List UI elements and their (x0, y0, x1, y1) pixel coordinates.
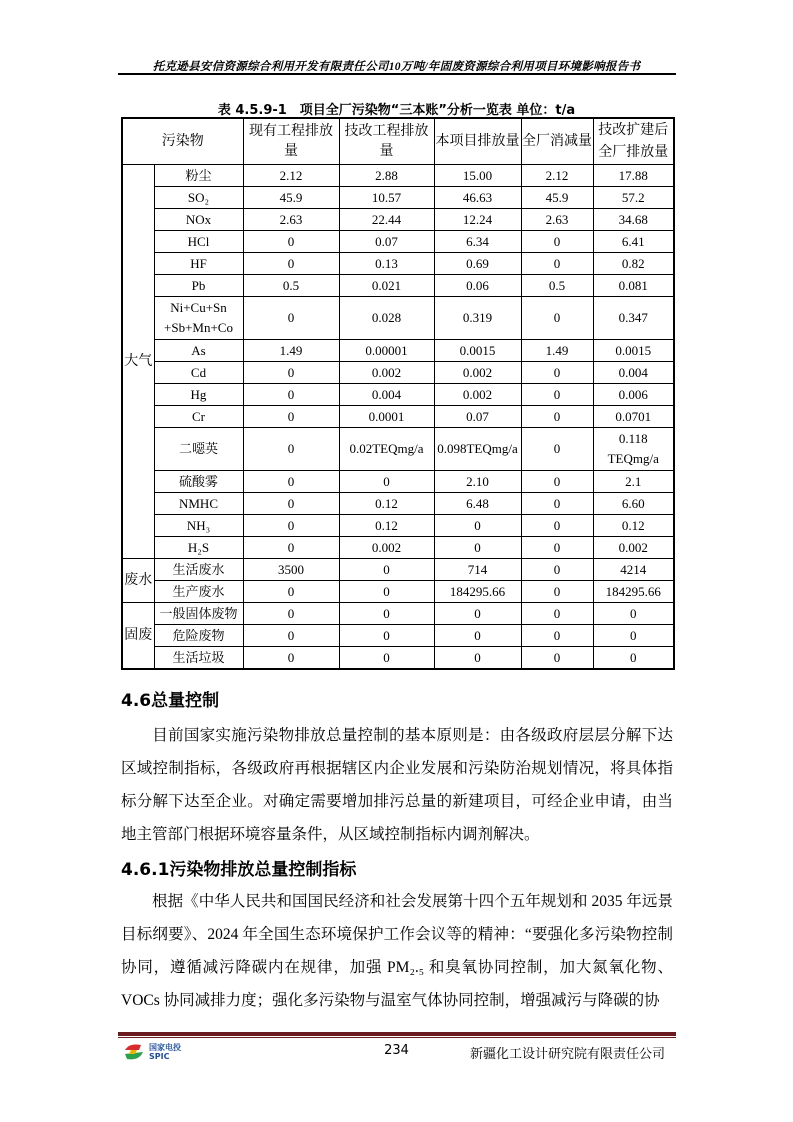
table-cell: 4214 (593, 559, 674, 581)
table-cell: 2.88 (339, 165, 434, 187)
pollutant-name: Hg (154, 384, 243, 406)
table-cell: 0.02TEQmg/a (339, 428, 434, 471)
table-cell: 46.63 (434, 187, 521, 209)
table-row (122, 581, 674, 603)
table-header-row (122, 118, 674, 165)
table-cell: 0 (339, 625, 434, 647)
table-cell: 0.0015 (593, 340, 674, 362)
table-cell: 0 (243, 647, 339, 670)
table-row (122, 537, 674, 559)
table-cell: 0.118 TEQmg/a (593, 428, 674, 471)
table-cell: 0 (521, 231, 593, 253)
table-cell: 0 (434, 603, 521, 625)
table-cell: 0 (593, 647, 674, 670)
table-cell: 0 (521, 581, 593, 603)
table-cell: 0 (521, 471, 593, 493)
table-cell: 0.12 (593, 515, 674, 537)
group-label: 固废 (122, 603, 154, 670)
pollutant-name: 生产废水 (154, 581, 243, 603)
table-row (122, 231, 674, 253)
table-cell: 0 (434, 515, 521, 537)
table-row (122, 515, 674, 537)
pollutant-name: NOx (154, 209, 243, 231)
table-cell: 10.57 (339, 187, 434, 209)
table-row (122, 275, 674, 297)
table-cell: 184295.66 (434, 581, 521, 603)
table-cell: 0 (593, 603, 674, 625)
table-row (122, 603, 674, 625)
table-cell: 2.12 (243, 165, 339, 187)
pollutant-name: NMHC (154, 493, 243, 515)
pollutant-name: 粉尘 (154, 165, 243, 187)
table-cell: 34.68 (593, 209, 674, 231)
table-row (122, 297, 674, 340)
table-cell: 0 (243, 537, 339, 559)
table-cell: 0.00001 (339, 340, 434, 362)
table-cell: 0.06 (434, 275, 521, 297)
table-cell: 0.006 (593, 384, 674, 406)
table-cell: 0.002 (434, 362, 521, 384)
table-cell: 2.63 (243, 209, 339, 231)
table-cell: 0 (243, 253, 339, 275)
table-cell: 15.00 (434, 165, 521, 187)
table-row (122, 187, 674, 209)
table-cell: 0 (339, 603, 434, 625)
table-cell: 0 (521, 537, 593, 559)
paragraph (121, 719, 673, 851)
table-cell: 2.10 (434, 471, 521, 493)
paragraph-text: 目前国家实施污染物排放总量控制的基本原则是：由各级政府层层分解下达区域控制指标，各级政府再根据辖区内企业发展和污染防治规划情况，将具体指标分解下达至企业。对确定需要增加排污总量的新建项目，可经企业申请，由当地主管部门根据环境容量条件，从区域控制指标内调剂解决。 (121, 727, 673, 843)
column-header: 技改工程排放量 (339, 118, 434, 165)
table-cell: 0 (521, 384, 593, 406)
table-cell: 0.028 (339, 297, 434, 340)
table-caption: 表 4.5.9-1 项目全厂污染物“三本账”分析一览表 单位：t/a (217, 103, 576, 118)
table-cell: 0.0015 (434, 340, 521, 362)
table-cell: 0.13 (339, 253, 434, 275)
table-cell: 6.41 (593, 231, 674, 253)
table-cell: 6.48 (434, 493, 521, 515)
pollutant-name: 生活垃圾 (154, 647, 243, 670)
table-cell: 714 (434, 559, 521, 581)
pollutant-name: NH₃ (154, 515, 243, 537)
table-cell: 0 (339, 559, 434, 581)
table-cell: 0 (243, 603, 339, 625)
table-cell: 0.82 (593, 253, 674, 275)
table-cell: 0 (521, 406, 593, 428)
footer-company: 新疆化工设计研究院有限责任公司 (469, 1046, 665, 1061)
pollutant-name: 生活废水 (154, 559, 243, 581)
table-cell: 0.004 (339, 384, 434, 406)
section-heading: 4.6总量控制 (121, 691, 220, 711)
table-cell: 0 (243, 493, 339, 515)
table-cell: 45.9 (521, 187, 593, 209)
table-cell: 0 (521, 428, 593, 471)
table-cell: 1.49 (243, 340, 339, 362)
pollutant-name: Pb (154, 275, 243, 297)
pollutant-name: As (154, 340, 243, 362)
table-cell: 12.24 (434, 209, 521, 231)
table-cell: 0.002 (593, 537, 674, 559)
table-row (122, 493, 674, 515)
table-cell: 0.12 (339, 515, 434, 537)
pollutant-name: 二噁英 (154, 428, 243, 471)
group-label: 废水 (122, 559, 154, 603)
table-cell: 0 (243, 384, 339, 406)
table-cell: 0 (434, 537, 521, 559)
table-cell: 45.9 (243, 187, 339, 209)
table-cell: 0 (243, 231, 339, 253)
column-header: 本项目排放量 (434, 118, 521, 165)
table-cell: 0 (434, 647, 521, 670)
paragraph (121, 885, 673, 1017)
table-cell: 57.2 (593, 187, 674, 209)
table-cell: 0 (243, 625, 339, 647)
table-cell: 0 (339, 471, 434, 493)
group-label: 大气 (122, 165, 154, 559)
pollutant-name: 一般固体废物 (154, 603, 243, 625)
pollutant-name: Cr (154, 406, 243, 428)
table-cell: 0 (521, 603, 593, 625)
table-row (122, 625, 674, 647)
table-cell: 0.07 (339, 231, 434, 253)
pollutant-name: HF (154, 253, 243, 275)
footer-rule (118, 1032, 676, 1036)
running-header: 托克逊县安信资源综合利用开发有限责任公司10万吨/年固废资源综合利用项目环境影响报告书 (152, 61, 641, 73)
logo-text-cn: 国家电投 (149, 1043, 181, 1052)
table-cell: 0 (521, 647, 593, 670)
subsection-heading: 4.6.1污染物排放总量控制指标 (121, 860, 357, 880)
paragraph-text: 根据《中华人民共和国国民经济和社会发展第十四个五年规划和 2035 年远景目标纲要》、2024 年全国生态环境保护工作会议等的精神：“要强化多污染物控制协同，遵循减污降碳内在规律，加强 PM₂.₅ 和臭氧协同控制，加大氮氧化物、VOCs 协同减排力度；强化多污染物与温室气体协同控制，增强减污与降碳的协 (121, 893, 673, 1009)
table-cell: 0 (593, 625, 674, 647)
pollutant-name: HCl (154, 231, 243, 253)
table-cell: 0 (521, 253, 593, 275)
table-cell: 17.88 (593, 165, 674, 187)
pollutant-name: Cd (154, 362, 243, 384)
table-cell: 0 (521, 625, 593, 647)
table-cell: 0.0701 (593, 406, 674, 428)
table-cell: 0 (521, 559, 593, 581)
table-cell: 0 (339, 647, 434, 670)
table-cell: 0.07 (434, 406, 521, 428)
table-cell: 0.12 (339, 493, 434, 515)
table-row (122, 428, 674, 471)
table-cell: 0.319 (434, 297, 521, 340)
table-cell: 2.1 (593, 471, 674, 493)
table-cell: 0.002 (339, 537, 434, 559)
table-cell: 0 (339, 581, 434, 603)
pollutant-name: H₂S (154, 537, 243, 559)
table-cell: 0 (521, 493, 593, 515)
page-number: 234 (384, 1043, 409, 1058)
table-cell: 0.0001 (339, 406, 434, 428)
table-cell: 0 (434, 625, 521, 647)
table-cell: 0 (243, 581, 339, 603)
table-cell: 6.60 (593, 493, 674, 515)
table-cell: 0 (521, 515, 593, 537)
column-header: 污染物 (122, 118, 243, 165)
table-row (122, 165, 674, 187)
table-row (122, 406, 674, 428)
table-cell: 6.34 (434, 231, 521, 253)
table-cell: 0 (243, 515, 339, 537)
table-cell: 22.44 (339, 209, 434, 231)
table-cell: 2.12 (521, 165, 593, 187)
table-cell: 1.49 (521, 340, 593, 362)
table-cell: 0 (243, 406, 339, 428)
table-cell: 2.63 (521, 209, 593, 231)
table-cell: 0.69 (434, 253, 521, 275)
table-cell: 0.002 (339, 362, 434, 384)
table-row (122, 647, 674, 670)
table-cell: 0.5 (243, 275, 339, 297)
pollutant-name: SO₂ (154, 187, 243, 209)
emissions-table (121, 117, 675, 670)
table-row (122, 559, 674, 581)
footer-rule-thin (118, 1037, 676, 1038)
table-cell: 0 (243, 362, 339, 384)
column-header: 技改扩建后全厂排放量 (593, 118, 674, 165)
table-cell: 0.081 (593, 275, 674, 297)
table-cell: 0 (521, 362, 593, 384)
column-header: 全厂消减量 (521, 118, 593, 165)
column-header: 现有工程排放量 (243, 118, 339, 165)
pollutant-name: 硫酸雾 (154, 471, 243, 493)
pollutant-name: 危险废物 (154, 625, 243, 647)
table-cell: 0.5 (521, 275, 593, 297)
table-cell: 0 (243, 471, 339, 493)
table-row (122, 362, 674, 384)
logo-text-en: SPIC (149, 1052, 170, 1061)
table-cell: 0.347 (593, 297, 674, 340)
table-cell: 0.098TEQmg/a (434, 428, 521, 471)
table-cell: 0 (243, 428, 339, 471)
table-cell: 0.004 (593, 362, 674, 384)
table-cell: 0.002 (434, 384, 521, 406)
pollutant-name: Ni+Cu+Sn +Sb+Mn+Co (154, 297, 243, 340)
table-cell: 0.021 (339, 275, 434, 297)
header-rule (118, 73, 676, 75)
table-row (122, 209, 674, 231)
table-cell: 0 (521, 297, 593, 340)
table-cell: 184295.66 (593, 581, 674, 603)
table-row (122, 340, 674, 362)
table-row (122, 384, 674, 406)
table-cell: 3500 (243, 559, 339, 581)
table-row (122, 471, 674, 493)
table-cell: 0 (243, 297, 339, 340)
table-row (122, 253, 674, 275)
